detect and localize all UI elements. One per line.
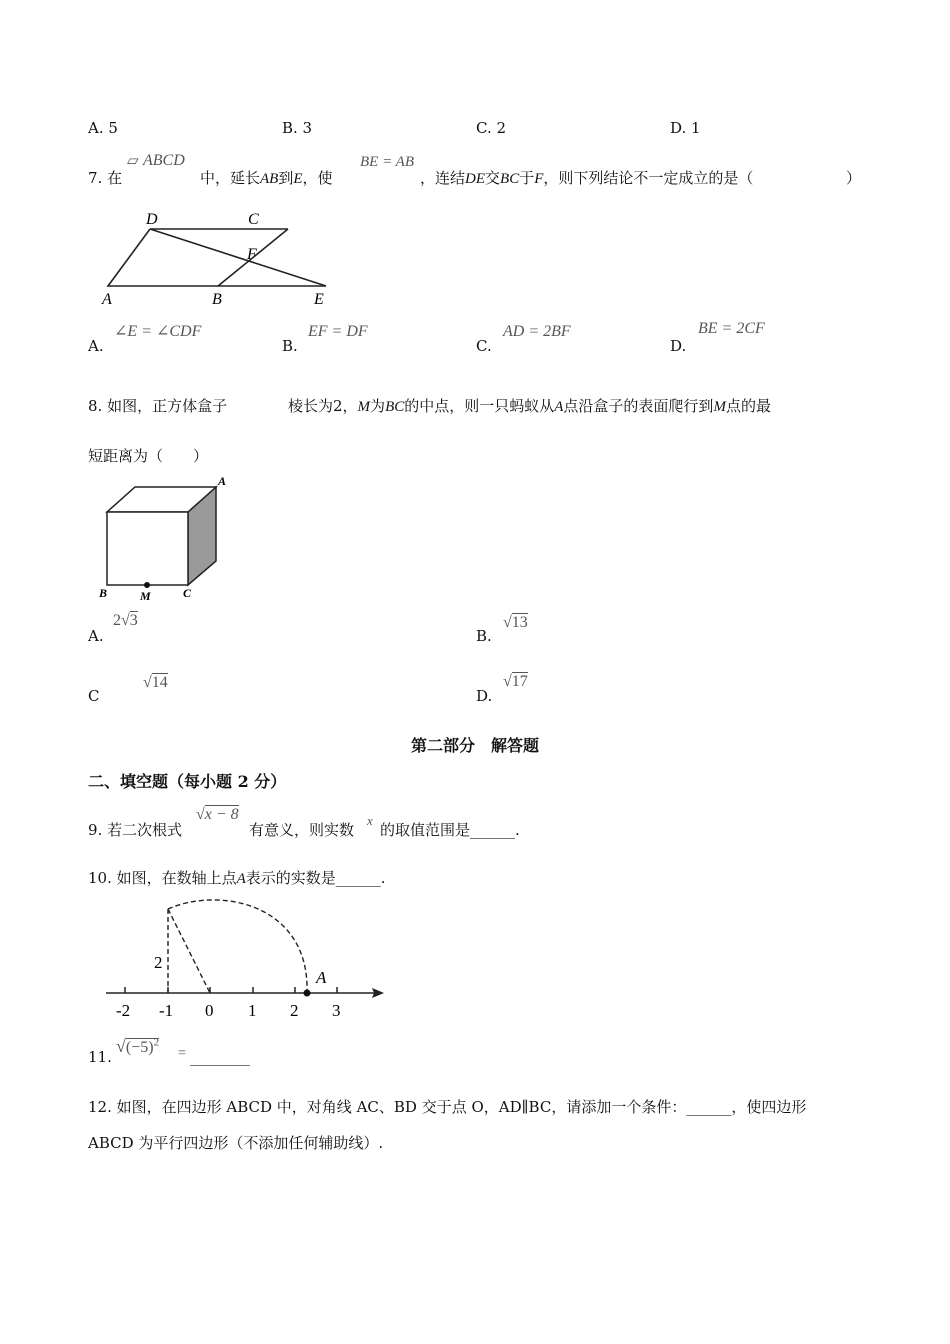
label-e: E bbox=[314, 291, 324, 308]
q8-option-a-letter: A. bbox=[88, 627, 104, 645]
q11-num: 11. bbox=[88, 1048, 112, 1066]
q8-stem-line2: 短距离为（ ） bbox=[88, 447, 209, 465]
cube-label-b: B bbox=[99, 586, 108, 600]
q7-option-a-letter: A. bbox=[88, 337, 104, 355]
cube-front-face bbox=[107, 512, 188, 585]
q8-option-b-expr: √13 bbox=[503, 614, 528, 631]
q7-option-d-letter: D. bbox=[670, 337, 687, 355]
parallelogram-symbol: ▱ bbox=[127, 153, 139, 169]
tick-label: 3 bbox=[332, 1001, 341, 1020]
q7-option-c-expr: AD = 2BF bbox=[503, 323, 571, 340]
point-a-label: A bbox=[316, 968, 327, 987]
tick-label: -2 bbox=[116, 1001, 131, 1020]
point-m bbox=[144, 582, 150, 588]
q7-stem bbox=[88, 167, 122, 188]
point-a-dot bbox=[304, 990, 311, 997]
q6-option-b: B. 3 bbox=[282, 119, 313, 137]
q8-stem-line1-rest: 棱长为2，M为BC的中点，则一只蚂蚁从A点沿盒子的表面爬行到M点的最 bbox=[288, 397, 771, 415]
q8-option-a-expr: 2√3 bbox=[113, 612, 138, 629]
q7-option-c-letter: C. bbox=[476, 337, 492, 355]
part2-title: 第二部分 解答题 bbox=[410, 736, 539, 755]
q7-num: 7. 在 bbox=[88, 169, 123, 187]
q9-radical: √x − 8 bbox=[196, 806, 239, 823]
height-label: 2 bbox=[154, 953, 163, 972]
q11-blank: ________ bbox=[190, 1048, 250, 1066]
q7-option-b-letter: B. bbox=[282, 337, 298, 355]
tick-label: -1 bbox=[159, 1001, 174, 1020]
q10-stem: 10. 如图，在数轴上点A表示的实数是______. bbox=[88, 869, 386, 887]
q7-condition: BE = AB bbox=[360, 154, 415, 170]
tick-label: 1 bbox=[248, 1001, 257, 1020]
q11-equals: = bbox=[178, 1046, 186, 1061]
q6-option-c: C. 2 bbox=[476, 119, 507, 137]
q7-option-b-expr: EF = DF bbox=[308, 323, 368, 340]
q9-pre: 9. 若二次根式 bbox=[88, 821, 183, 839]
line-de bbox=[150, 229, 326, 286]
q6-option-d: D. 1 bbox=[670, 119, 701, 137]
q7-paren-close: ） bbox=[846, 169, 862, 187]
dashed-hypotenuse bbox=[168, 909, 210, 993]
q8-option-d-expr: √17 bbox=[503, 673, 528, 690]
q6-option-a: A. 5 bbox=[88, 119, 118, 137]
q7-stem-tail: ，连结DE交BC于F，则下列结论不一定成立的是（ bbox=[420, 169, 754, 187]
q8-option-d-letter: D. bbox=[476, 687, 493, 705]
label-b: B bbox=[212, 291, 222, 308]
tick-label: 2 bbox=[290, 1001, 299, 1020]
cube-label-c: C bbox=[183, 586, 192, 600]
line-da-ae bbox=[108, 229, 326, 286]
q10-number-line-figure bbox=[100, 896, 390, 1026]
q8-option-b-letter: B. bbox=[476, 627, 492, 645]
label-f: F bbox=[247, 246, 257, 263]
label-a: A bbox=[102, 291, 112, 308]
q9-x: x bbox=[367, 813, 373, 828]
dashed-arc bbox=[168, 900, 307, 993]
q8-option-c-letter: C bbox=[88, 687, 100, 705]
q9-mid: 有意义，则实数 bbox=[249, 821, 355, 839]
q8-option-c-expr: √14 bbox=[143, 674, 168, 691]
q7-stem-middle: 中，延长AB到E，使 bbox=[200, 169, 333, 187]
q9-post: 的取值范围是______. bbox=[380, 821, 520, 839]
label-c: C bbox=[248, 211, 259, 228]
q12-line1: 12. 如图，在四边形 ABCD 中，对角线 AC、BD 交于点 O，AD∥BC，请添加一个条件：______，使四边形 bbox=[88, 1098, 807, 1116]
q11-expression: $√(-5)^2$ bbox=[116, 1036, 160, 1056]
label-d: D bbox=[146, 211, 158, 228]
cube-label-m: M bbox=[140, 589, 151, 603]
q7-parallelogram-figure bbox=[98, 208, 338, 312]
q7-option-d-expr: BE = 2CF bbox=[698, 320, 765, 337]
q8-cube-figure bbox=[96, 470, 236, 604]
fill-in-section-heading: 二、填空题（每小题 2 分） bbox=[88, 772, 287, 791]
tick-label: 0 bbox=[205, 1001, 214, 1020]
q7-option-a-expr: ∠E = ∠CDF bbox=[114, 323, 202, 340]
q7-abcd: ABCD bbox=[143, 152, 185, 169]
cube-label-a: A bbox=[218, 474, 227, 488]
q8-stem-line1: 8. 如图，正方体盒子 bbox=[88, 397, 228, 415]
q12-line2: ABCD 为平行四边形（不添加任何辅助线）. bbox=[88, 1134, 384, 1152]
